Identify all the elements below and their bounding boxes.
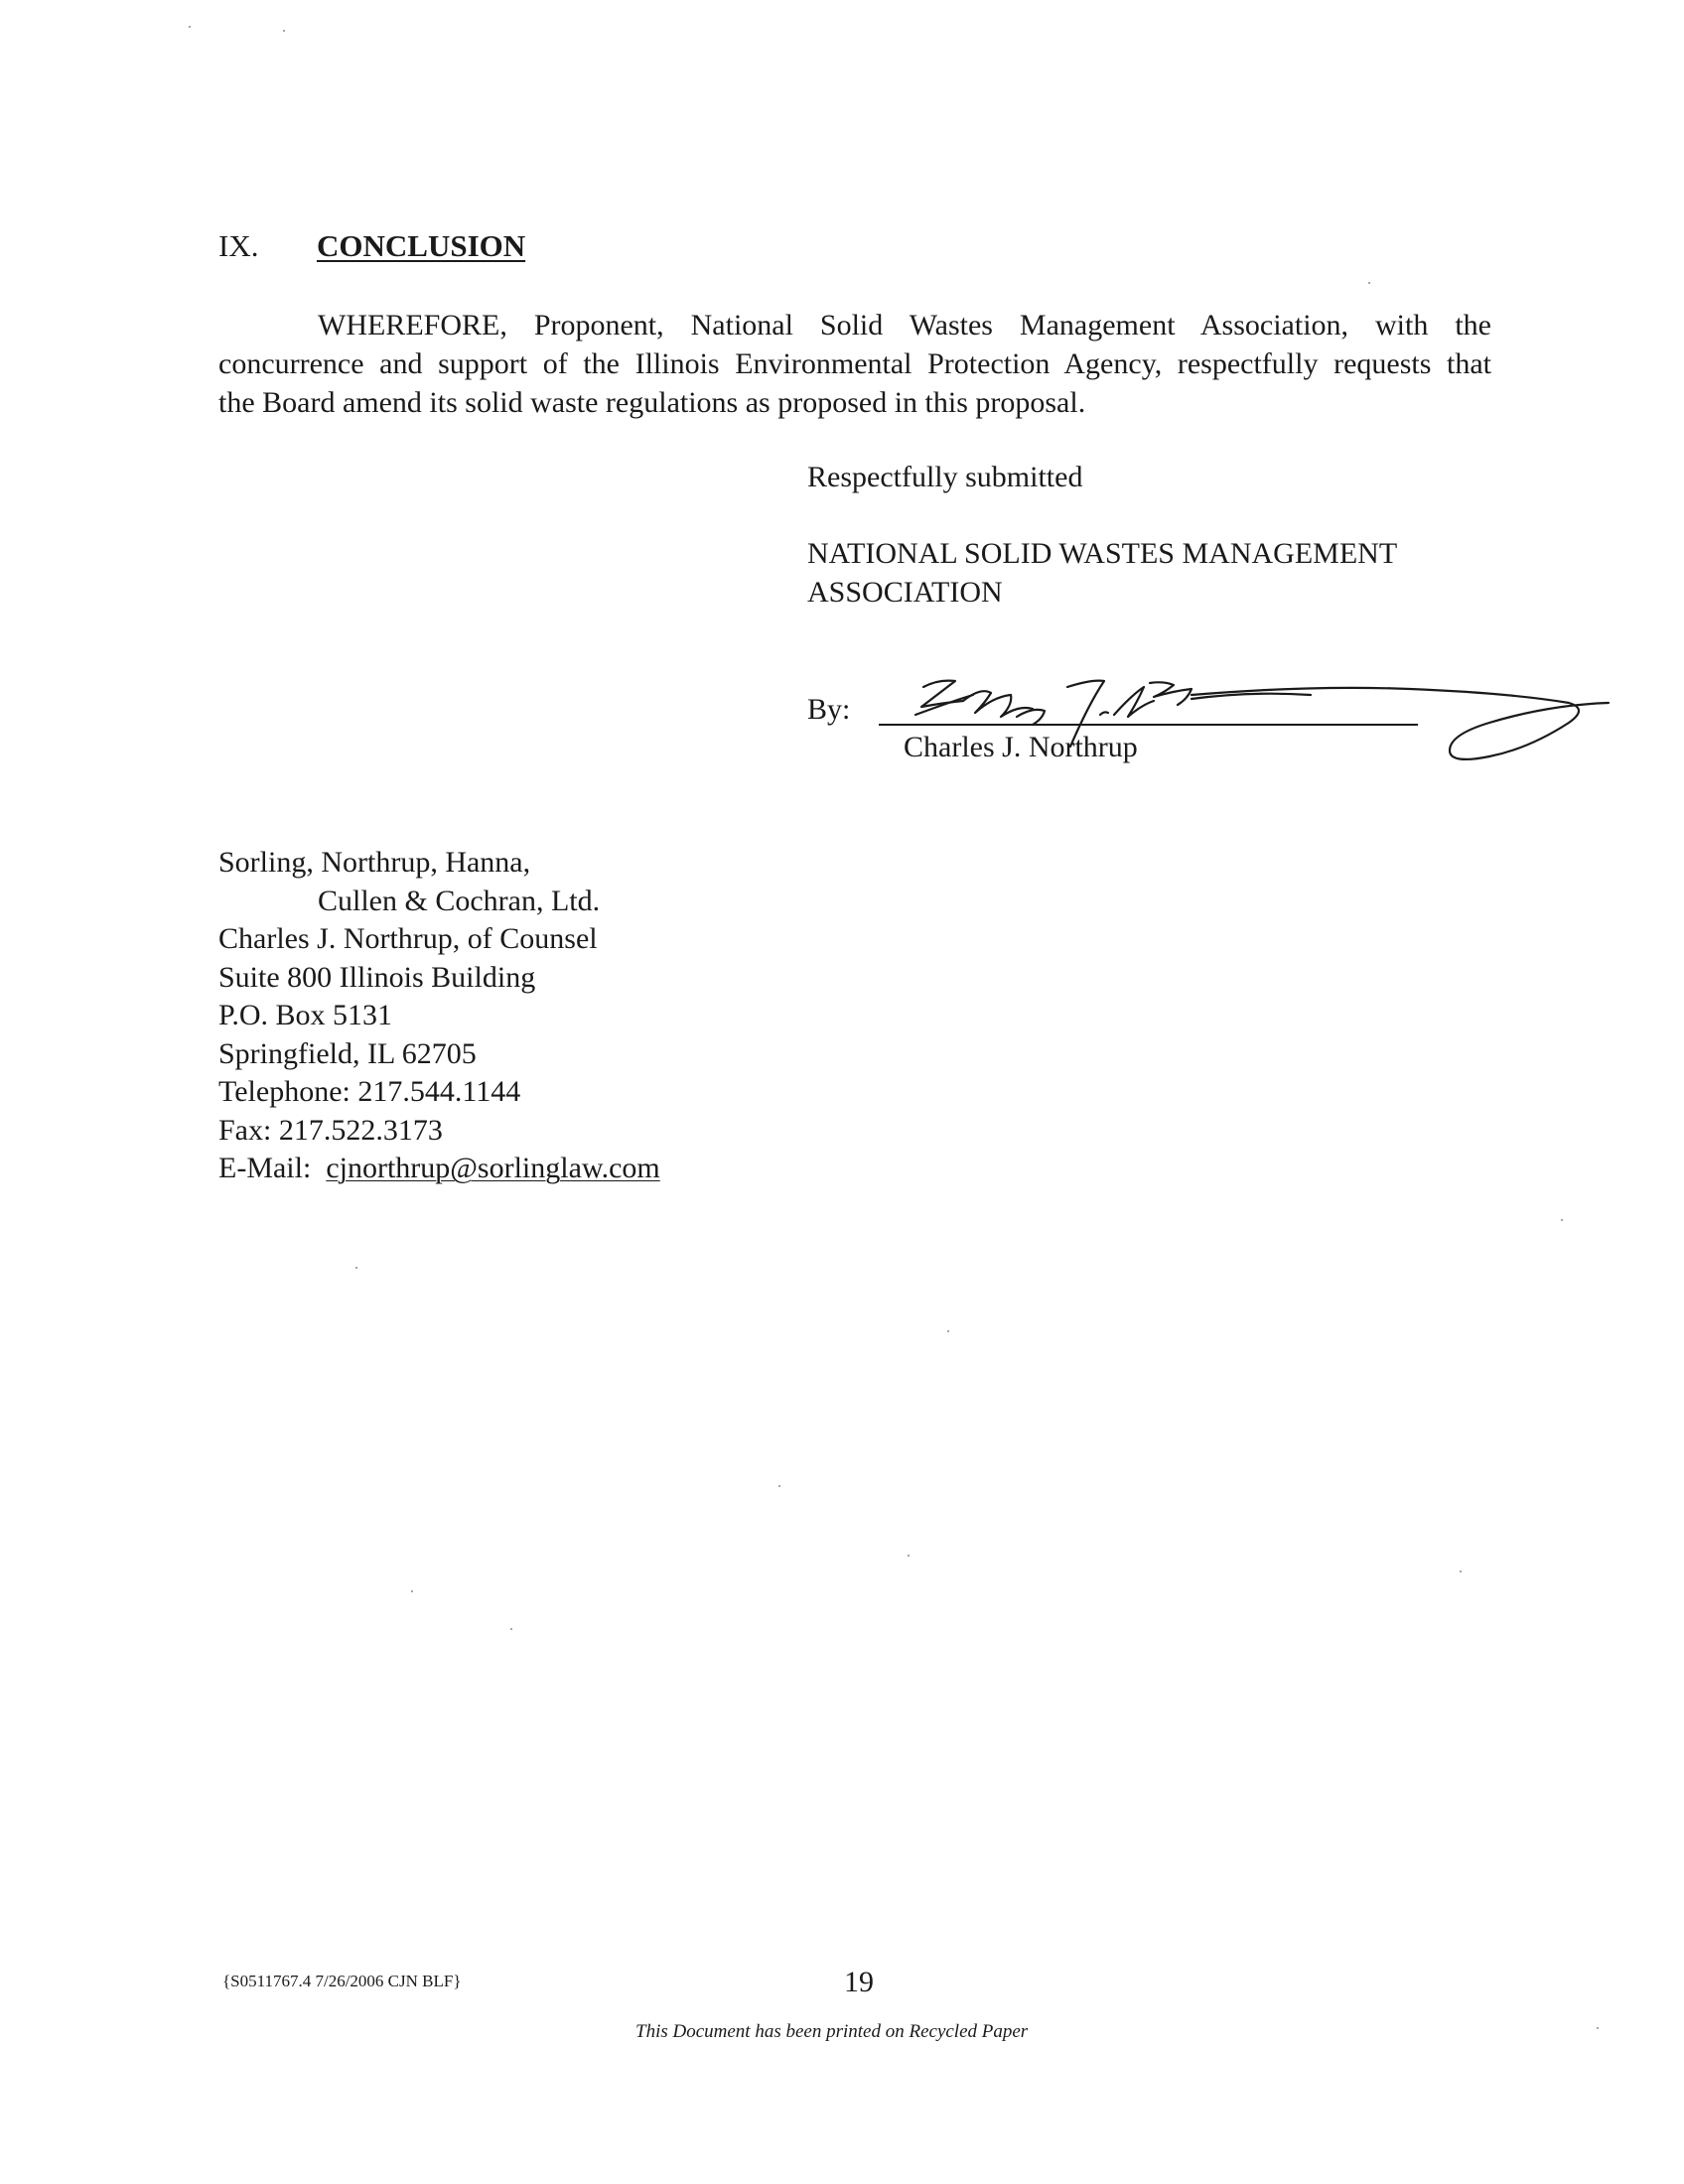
fax: Fax: 217.522.3173 xyxy=(218,1113,443,1147)
scan-speck xyxy=(778,1485,780,1487)
scan-speck xyxy=(510,1628,512,1630)
section-number: IX. xyxy=(218,228,259,263)
scan-speck xyxy=(947,1330,949,1332)
paragraph-line: the Board amend its solid waste regulations as proposed in this proposal. xyxy=(218,386,1086,419)
conclusion-paragraph xyxy=(218,306,1491,422)
scan-speck xyxy=(411,1590,413,1592)
scan-speck xyxy=(1597,2027,1599,2029)
city-state-zip: Springfield, IL 62705 xyxy=(218,1036,477,1070)
scan-speck xyxy=(1561,1219,1563,1221)
address-block xyxy=(218,844,660,1188)
organization-name-line2: ASSOCIATION xyxy=(807,576,1003,609)
scan-speck xyxy=(1368,282,1370,284)
email-label: E-Mail: xyxy=(218,1152,312,1184)
organization-name-line1: NATIONAL SOLID WASTES MANAGEMENT xyxy=(807,537,1398,570)
scan-speck xyxy=(283,30,285,32)
document-reference: {S0511767.4 7/26/2006 CJN BLF} xyxy=(222,1972,462,1990)
page-number: 19 xyxy=(844,1966,874,1998)
firm-name-line1: Sorling, Northrup, Hanna, xyxy=(218,846,531,879)
by-label: By: xyxy=(807,693,851,726)
firm-name-line2: Cullen & Cochran, Ltd. xyxy=(318,884,601,917)
email-link[interactable]: cjnorthrup@sorlinglaw.com xyxy=(326,1152,660,1184)
telephone: Telephone: 217.544.1144 xyxy=(218,1075,521,1108)
scan-speck xyxy=(189,26,191,28)
suite-address: Suite 800 Illinois Building xyxy=(218,960,536,994)
po-box: P.O. Box 5131 xyxy=(218,999,393,1031)
scan-speck xyxy=(1460,1570,1462,1572)
paragraph-line: concurrence and support of the Illinois Environmental Protection Agency, respectfully requests that xyxy=(218,347,1491,380)
attorney-name: Charles J. Northrup, of Counsel xyxy=(218,922,598,955)
scan-speck xyxy=(908,1555,910,1557)
signer-name: Charles J. Northrup xyxy=(904,731,1138,763)
email-row xyxy=(218,1150,660,1188)
recycled-paper-note: This Document has been printed on Recycled Paper xyxy=(635,2021,1029,2042)
section-title: CONCLUSION xyxy=(317,228,526,263)
scan-speck xyxy=(355,1267,357,1269)
paragraph-line: WHEREFORE, Proponent, National Solid Wastes Management Association, with the xyxy=(318,309,1491,341)
closing-text: Respectfully submitted xyxy=(807,461,1083,493)
